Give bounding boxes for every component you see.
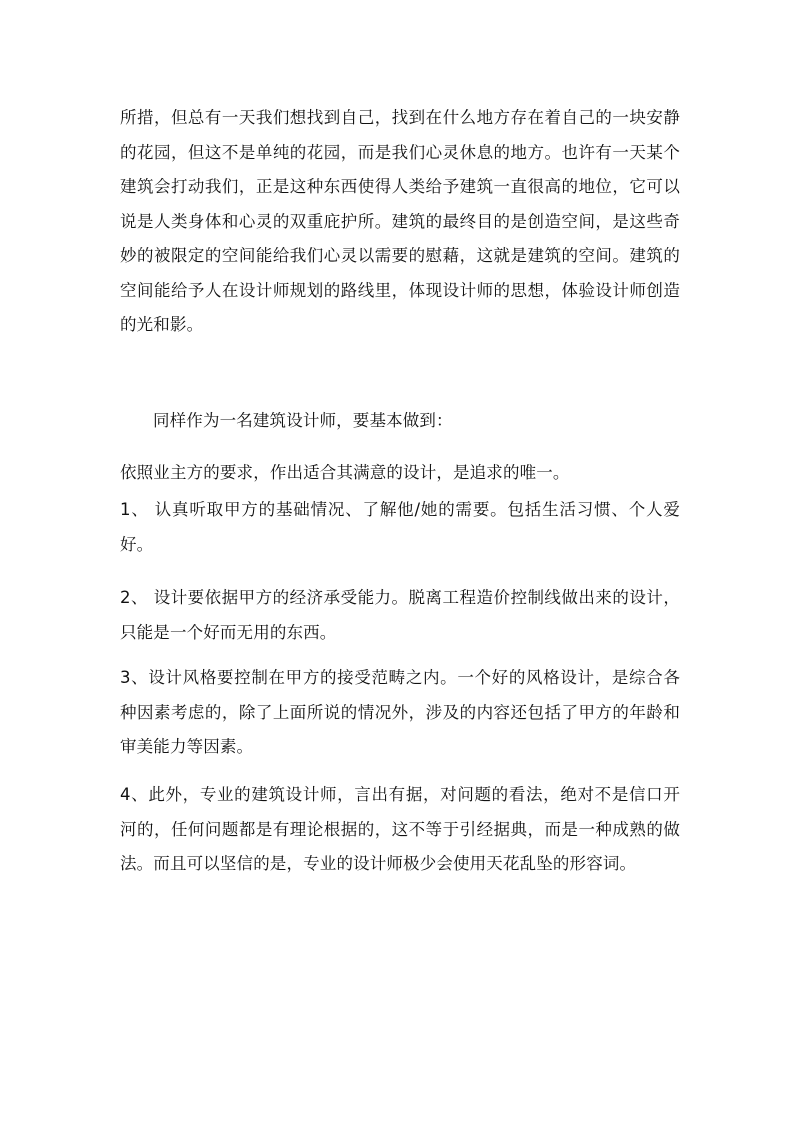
paragraph-designer-intro: 同样作为一名建筑设计师，要基本做到： <box>153 411 453 430</box>
list-item-3: 3、设计风格要控制在甲方的接受范畴之内。一个好的风格设计，是综合各种因素考虑的，除了上面所说的情况外，涉及的内容还包括了甲方的年龄和审美能力等因素。 <box>120 668 680 756</box>
paragraph-client-requirements: 依照业主方的要求，作出适合其满意的设计，是追求的唯一。 <box>120 463 570 482</box>
list-item-1: 1、 认真听取甲方的基础情况、了解他/她的需要。包括生活习惯、个人爱好。 <box>120 500 680 554</box>
paragraph-architecture-space: 所措，但总有一天我们想找到自己，找到在什么地方存在着自己的一块安静的花园，但这不是单纯的花园，而是我们心灵休息的地方。也许有一天某个建筑会打动我们，正是这种东西使得人类给予建筑一直很高的地位，它可以说是人类身体和心灵的双重庇护所。建筑的最终目的是创造空间，是这些奇妙的被限定的空间能给我们心灵以需要的慰藉，这就是建筑的空间。建筑的空间能给予人在设计师规划的路线里，体现设计师的思想，体验设计师创造的光和影。 <box>120 108 680 334</box>
list-item-2: 2、 设计要依据甲方的经济承受能力。脱离工程造价控制线做出来的设计，只能是一个好而无用的东西。 <box>120 588 680 642</box>
list-item-4: 4、此外，专业的建筑设计师，言出有据，对问题的看法，绝对不是信口开河的，任何问题都是有理论根据的，这不等于引经据典，而是一种成熟的做法。而且可以坚信的是，专业的设计师极少会使用天花乱坠的形容词。 <box>120 785 680 873</box>
